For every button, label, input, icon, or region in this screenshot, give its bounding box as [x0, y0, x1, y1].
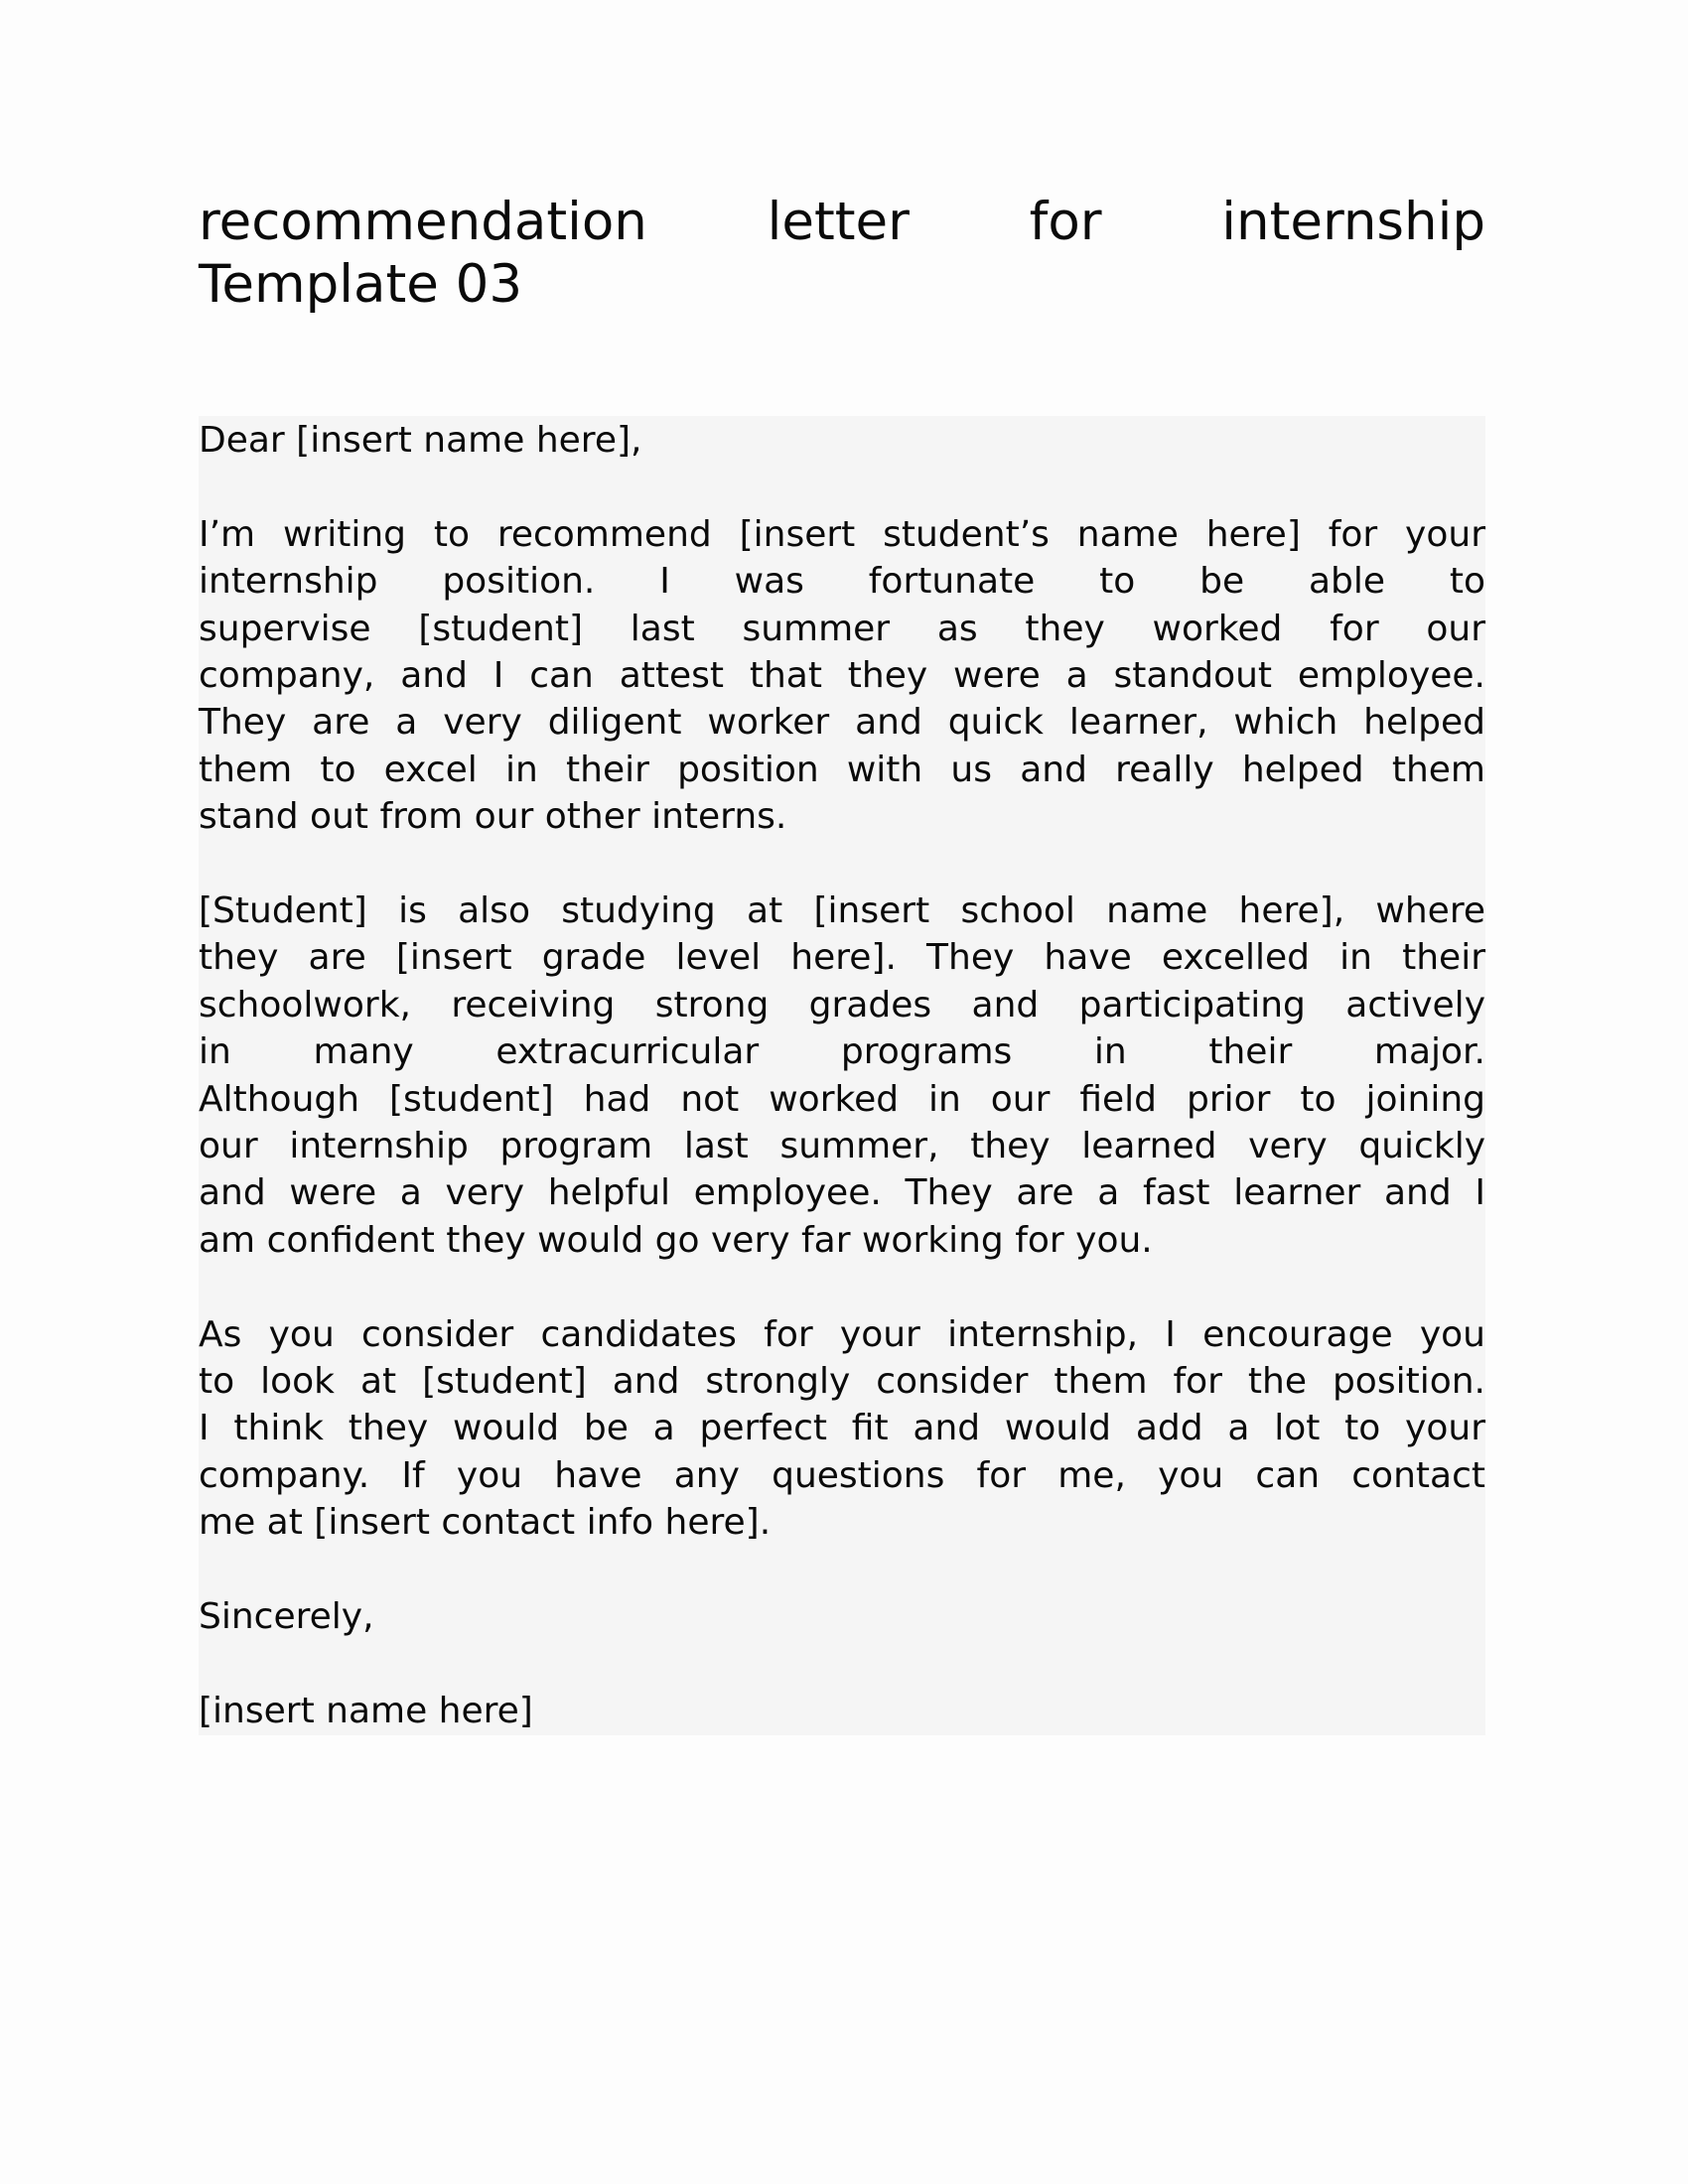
paragraph-line: company, and I can attest that they were a standout employee.: [199, 655, 1485, 697]
paragraph-line: They are a very diligent worker and quick learner, which helped: [199, 702, 1485, 744]
paragraph-line: them to excel in their position with us and really helped them: [199, 749, 1485, 790]
paragraph-1: [199, 511, 1485, 841]
paragraph-line: supervise [student] last summer as they worked for our: [199, 608, 1485, 649]
paragraph-line: As you consider candidates for your internship, I encourage you: [199, 1313, 1485, 1355]
letter-body: [199, 417, 1485, 1734]
paragraph-line: company. If you have any questions for me, you can contact: [199, 1454, 1485, 1496]
paragraph-line: stand out from our other interns.: [199, 796, 787, 838]
paragraph-line: our internship program last summer, they learned very quickly: [199, 1126, 1485, 1167]
paragraph-line: I think they would be a perfect fit and would add a lot to your: [199, 1408, 1485, 1449]
closing-text: Sincerely,: [199, 1596, 374, 1638]
salutation-text: Dear [insert name here],: [199, 420, 642, 461]
signature-text: [insert name here]: [199, 1690, 533, 1731]
signature: [199, 1688, 1485, 1734]
salutation: [199, 417, 1485, 464]
paragraph-3: [199, 1311, 1485, 1547]
title-line-2: Template 03: [199, 254, 523, 315]
paragraph-line: internship position. I was fortunate to be able to: [199, 561, 1485, 603]
paragraph-line: me at [insert contact info here].: [199, 1502, 772, 1544]
paragraph-line: and were a very helpful employee. They are a fast learner and I: [199, 1172, 1485, 1214]
paragraph-line: schoolwork, receiving strong grades and participating actively: [199, 984, 1485, 1025]
paragraph-line: I’m writing to recommend [insert student’s name here] for your: [199, 513, 1485, 555]
paragraph-line: Although [student] had not worked in our field prior to joining: [199, 1078, 1485, 1120]
paragraph-line: [Student] is also studying at [insert school name here], where: [199, 890, 1485, 932]
paragraph-line: am confident they would go very far working for you.: [199, 1219, 1153, 1261]
document-title: [199, 191, 1485, 316]
paragraph-line: in many extracurricular programs in their major.: [199, 1031, 1485, 1073]
closing: [199, 1593, 1485, 1640]
title-line-1: recommendation letter for internship: [199, 192, 1485, 252]
paragraph-2: [199, 887, 1485, 1264]
paragraph-line: they are [insert grade level here]. They have excelled in their: [199, 937, 1485, 979]
paragraph-line: to look at [student] and strongly consider them for the position.: [199, 1361, 1485, 1403]
